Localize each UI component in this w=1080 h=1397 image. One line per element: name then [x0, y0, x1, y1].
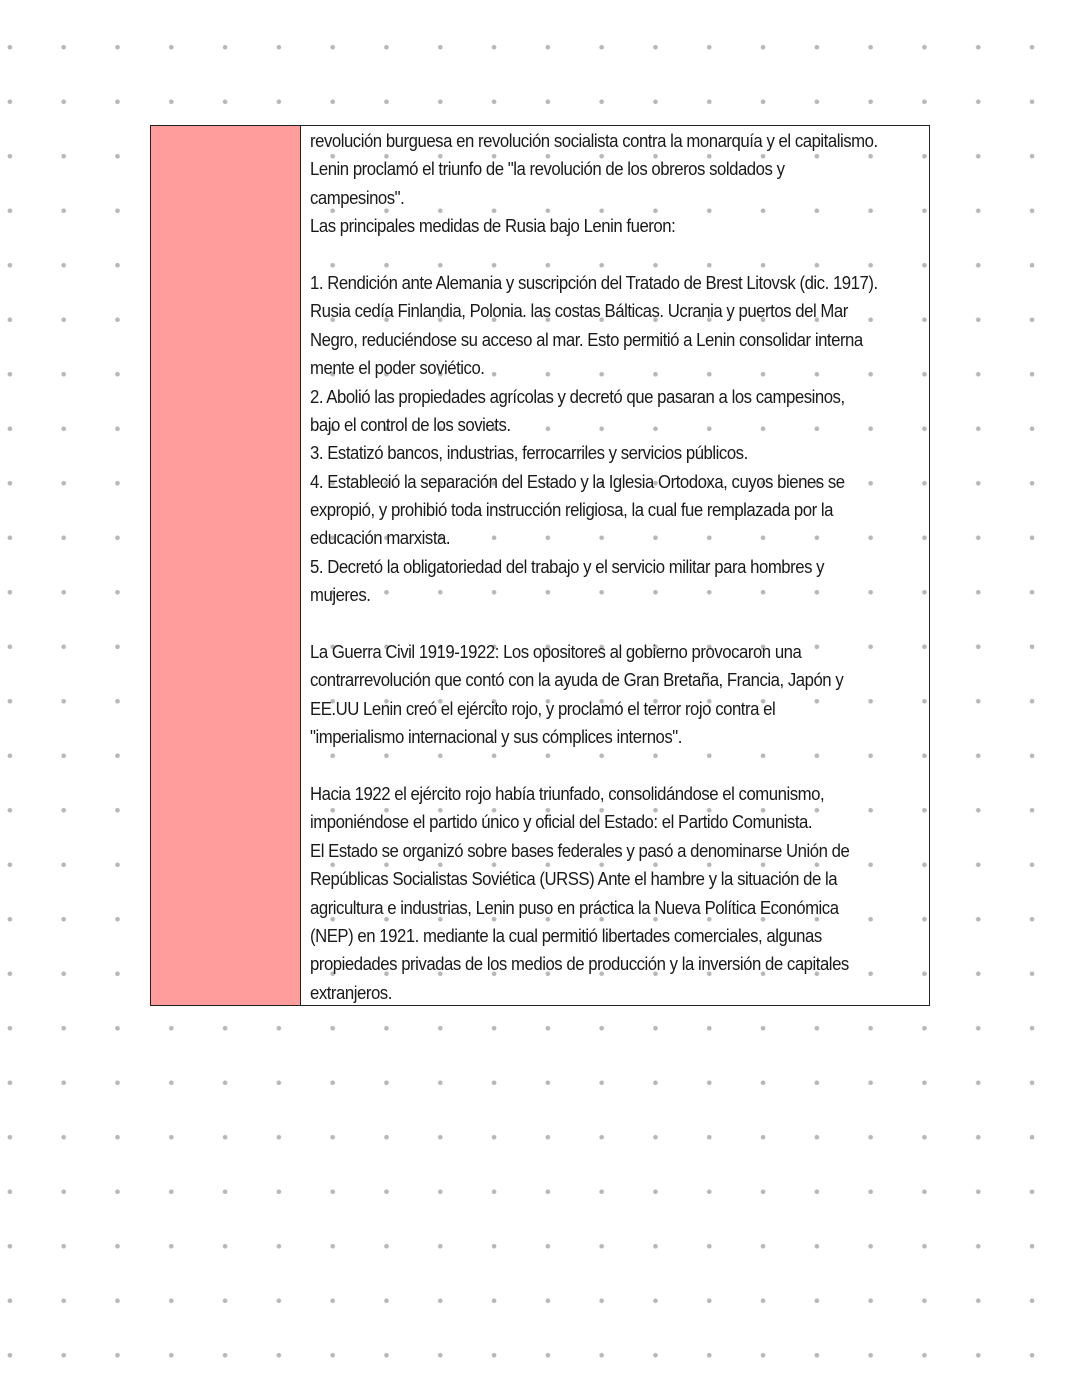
text-line: Negro, reduciéndose su acceso al mar. Esto permitió a Lenin consolidar interna [310, 329, 863, 350]
text-line: propiedades privadas de los medios de producción y la inversión de capitales [310, 954, 849, 975]
text-line: 3. Estatizó bancos, industrias, ferrocarriles y servicios públicos. [310, 443, 748, 464]
text-line: 5. Decretó la obligatoriedad del trabajo y el servicio militar para hombres y [310, 556, 825, 577]
text-line: mente el poder soviético. [310, 358, 485, 379]
text-line: expropió, y prohibió toda instrucción religiosa, la cual fue remplazada por la [310, 500, 833, 521]
blank-line [310, 610, 886, 638]
text-line: educación marxista. [310, 528, 451, 549]
text-line: revolución burguesa en revolución socialista contra la monarquía y el capitalismo. [310, 131, 878, 151]
text-line: Las principales medidas de Rusia bajo Lenin fueron: [310, 216, 676, 237]
text-line: extranjeros. [310, 982, 392, 1003]
text-line: EE.UU Lenin creó el ejército rojo, y proclamó el terror rojo contra el [310, 698, 776, 719]
text-line: agricultura e industrias, Lenin puso en práctica la Nueva Política Económica [310, 897, 839, 918]
text-line: campesinos". [310, 187, 405, 208]
text-line: La Guerra Civil 1919-1922: Los opositores al gobierno provocaron una [310, 642, 802, 663]
text-line: Rusia cedía Finlandia, Polonia. las costas Bálticas. Ucrania y puertos del Mar [310, 301, 848, 322]
text-line: contrarrevolución que contó con la ayuda de Gran Bretaña, Francia, Japón y [310, 670, 844, 691]
text-line: bajo el control de los soviets. [310, 414, 511, 435]
text-line: "imperialismo internacional y sus cómplices internos". [310, 727, 682, 748]
highlight-column-cell [151, 126, 301, 1005]
text-line: El Estado se organizó sobre bases federales y pasó a denominarse Unión de [310, 840, 850, 861]
text-line: Repúblicas Socialistas Soviética (URSS) Ante el hambre y la situación de la [310, 869, 838, 890]
text-line: imponiéndose el partido único y oficial del Estado: el Partido Comunista. [310, 812, 813, 833]
notes-table [150, 125, 930, 1006]
text-line: 4. Estableció la separación del Estado y la Iglesia Ortodoxa, cuyos bienes se [310, 471, 845, 492]
text-line: (NEP) en 1921. mediante la cual permitió libertades comerciales, algunas [310, 925, 822, 946]
text-line: mujeres. [310, 585, 371, 606]
text-line: Lenin proclamó el triunfo de "la revolución de los obreros soldados y [310, 159, 785, 180]
text-line: Hacia 1922 el ejército rojo había triunfado, consolidándose el comunismo, [310, 783, 825, 804]
text-line: 1. Rendición ante Alemania y suscripción del Tratado de Brest Litovsk (dic. 1917). [310, 272, 878, 293]
blank-line [310, 752, 886, 780]
blank-line [310, 241, 886, 269]
text-cell [301, 126, 929, 1005]
text-line: 2. Abolió las propiedades agrícolas y decretó que pasaran a los campesinos, [310, 386, 845, 407]
